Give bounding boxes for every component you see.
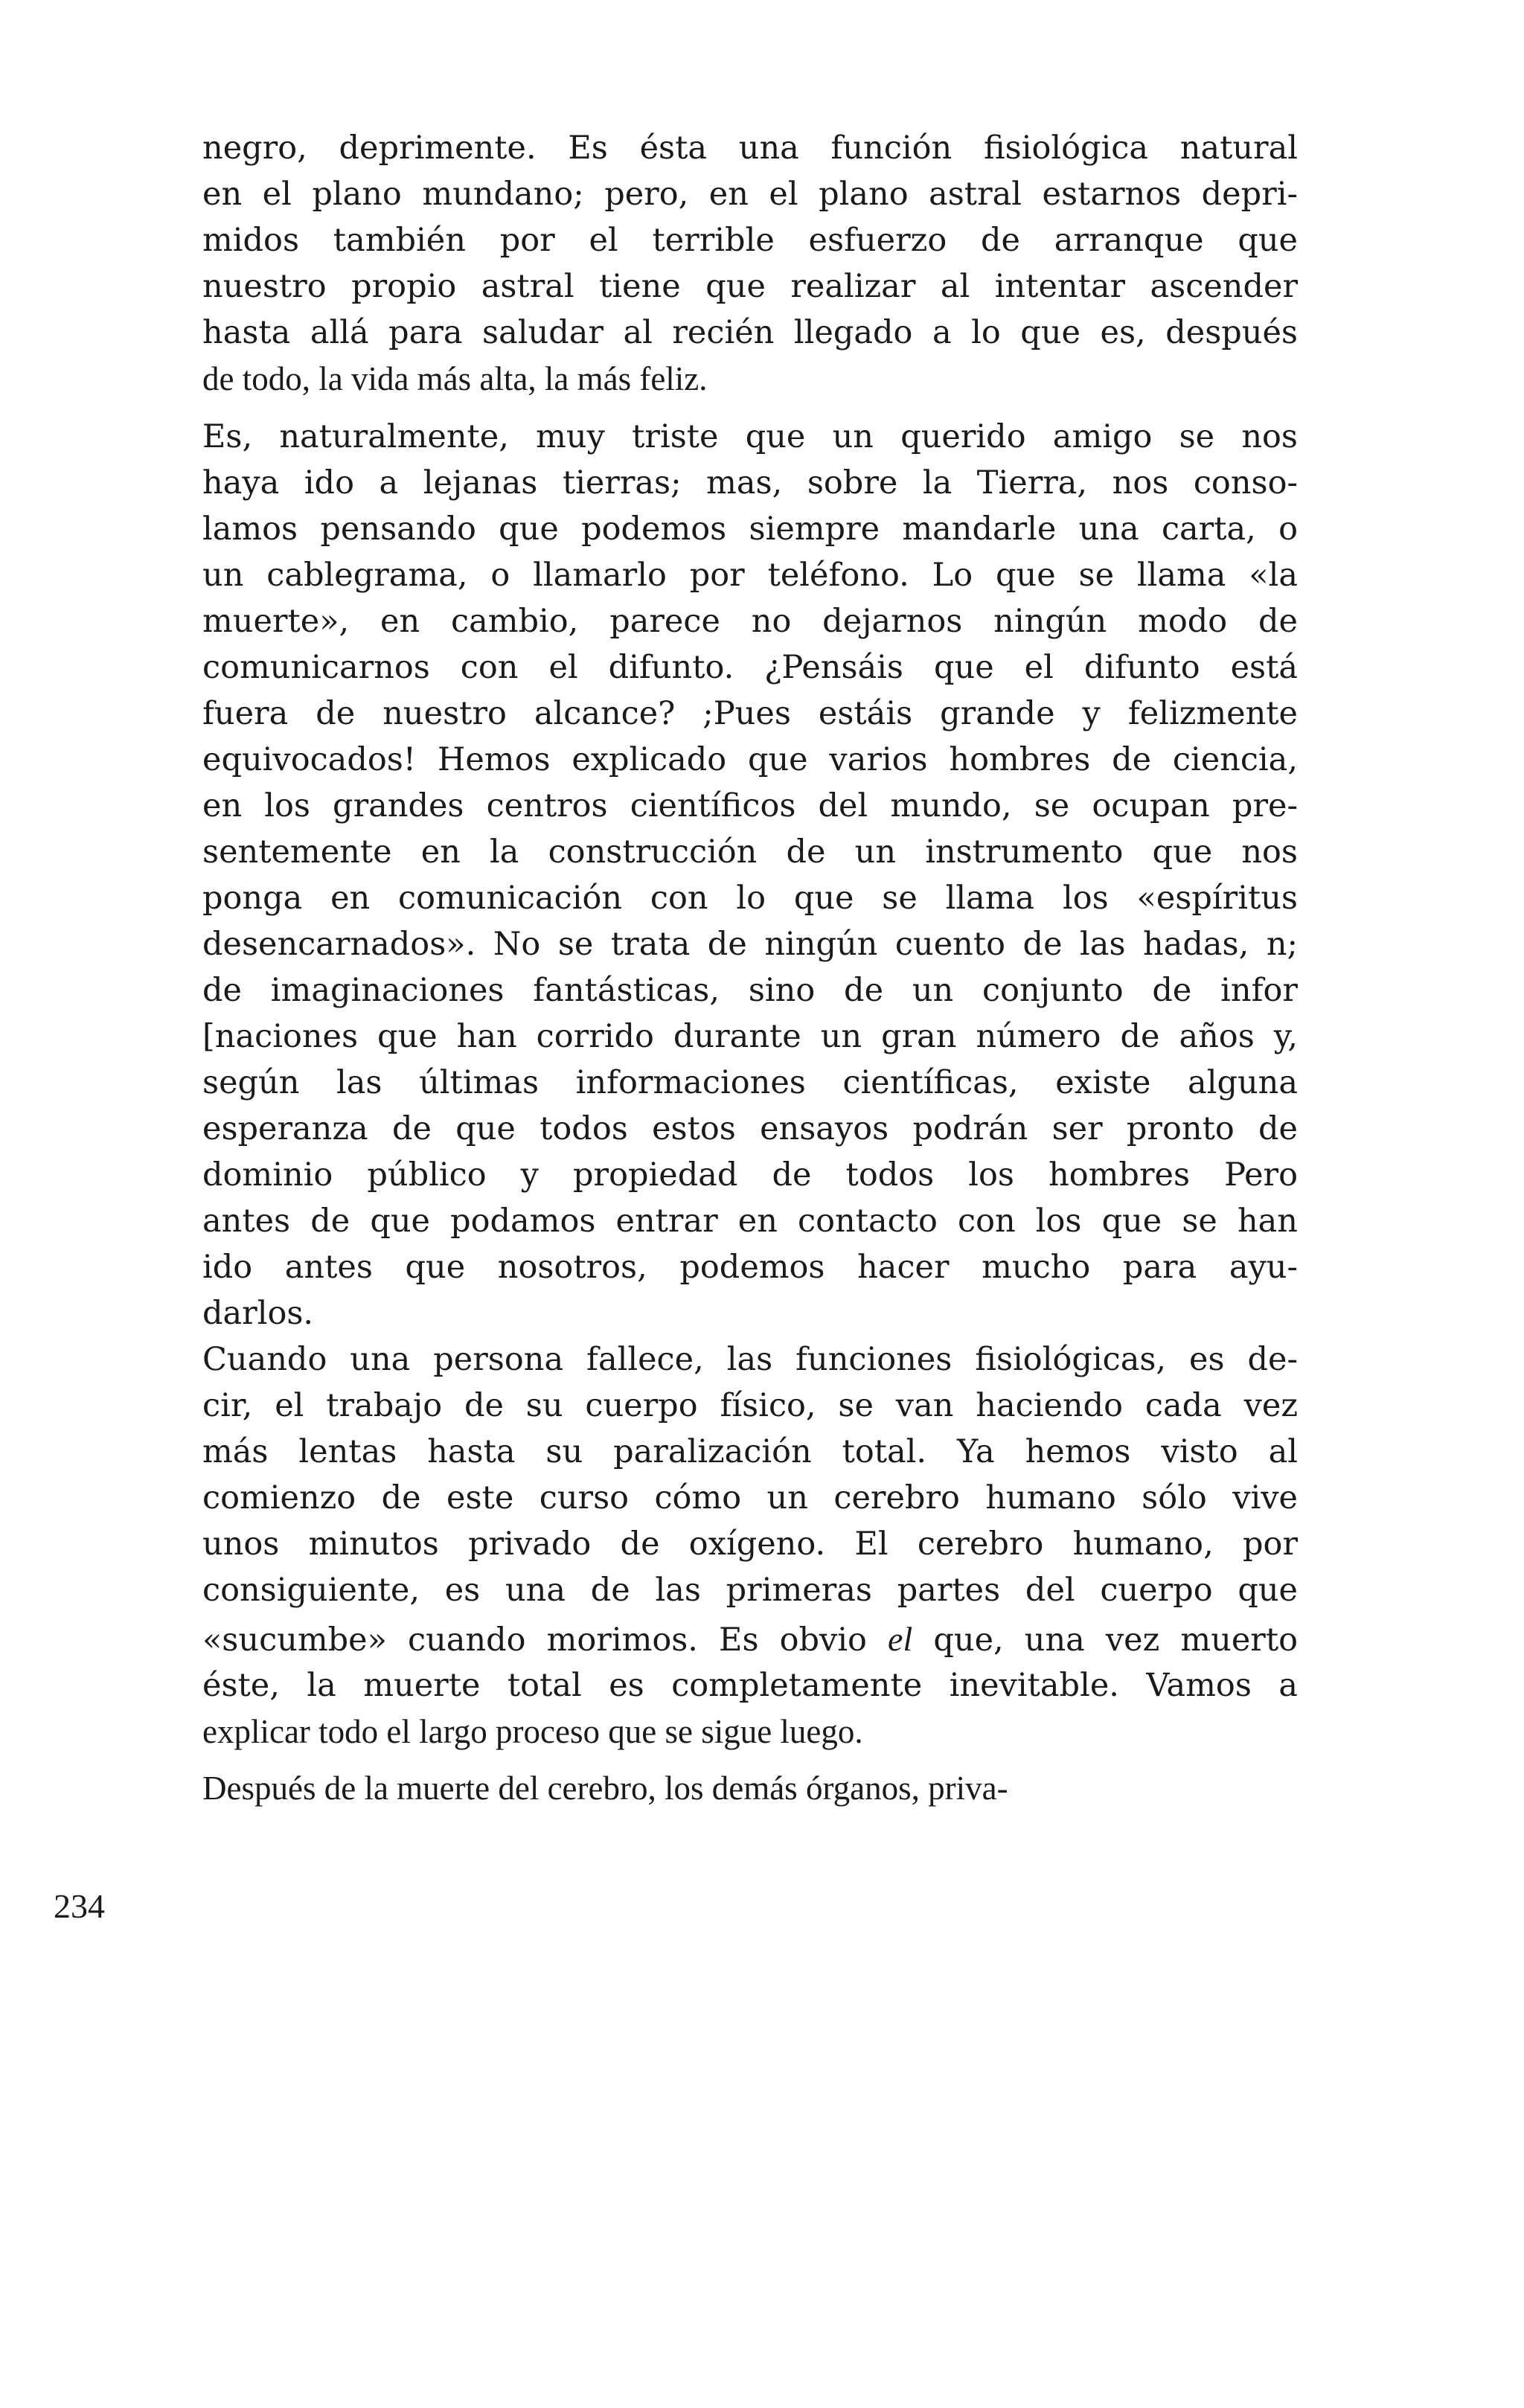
text-line: unos minutos privado de oxígeno. El cerebro humano, por (202, 1525, 1298, 1563)
text-line: de imaginaciones fantásticas, sino de un conjunto de infor (202, 972, 1298, 1009)
text-line: midos también por el terrible esfuerzo de arranque que (202, 222, 1298, 259)
text-line: de todo, la vida más alta, la más feliz. (202, 360, 708, 397)
text-line: en el plano mundano; pero, en el plano astral estarnos depri- (202, 176, 1298, 213)
text-segment: «sucumbe» cuando morimos. Es obvio (202, 1621, 867, 1659)
italic-word: el (888, 1620, 913, 1658)
text-line: explicar todo el largo proceso que se sigue luego. (202, 1713, 863, 1750)
text-line: un cablegrama, o llamarlo por teléfono. Lo que se llama «la (202, 557, 1298, 594)
text-line: darlos. (202, 1295, 314, 1332)
text-line: sentemente en la construcción de un instrumento que nos (202, 833, 1298, 871)
text-line: Después de la muerte del cerebro, los demás órganos, priva- (202, 1770, 1008, 1807)
text-line: antes de que podamos entrar en contacto con los que se han (202, 1203, 1298, 1240)
text-line: consiguiente, es una de las primeras partes del cuerpo que (202, 1572, 1298, 1609)
text-line: más lentas hasta su paralización total. Ya hemos visto al (202, 1433, 1298, 1470)
text-line: desencarnados». No se trata de ningún cuento de las hadas, n; (202, 926, 1298, 963)
text-line: esperanza de que todos estos ensayos podrán ser pronto de (202, 1110, 1298, 1147)
text-segment: que, una vez muerto (933, 1621, 1298, 1659)
text-line: en los grandes centros científicos del mundo, se ocupan pre- (202, 787, 1298, 824)
text-line: nuestro propio astral tiene que realizar al intentar ascender (202, 268, 1298, 305)
text-line: cir, el trabajo de su cuerpo físico, se van haciendo cada vez (202, 1387, 1298, 1424)
text-line: ido antes que nosotros, podemos hacer mucho para ayu- (202, 1249, 1298, 1286)
text-line: equivocados! Hemos explicado que varios hombres de ciencia, (202, 741, 1298, 778)
text-line: Es, naturalmente, muy triste que un querido amigo se nos (202, 418, 1298, 455)
page-number: 234 (54, 1887, 105, 1925)
text-line: muerte», en cambio, parece no dejarnos ningún modo de (202, 603, 1298, 640)
text-line: ponga en comunicación con lo que se llama los «espíritus (202, 880, 1298, 917)
text-line: lamos pensando que podemos siempre mandarle una carta, o (202, 510, 1298, 548)
text-line: éste, la muerte total es completamente inevitable. Vamos a (202, 1667, 1298, 1704)
text-line: comienzo de este curso cómo un cerebro humano sólo vive (202, 1479, 1298, 1517)
text-line (202, 1616, 1298, 1662)
text-line: hasta allá para saludar al recién llegado a lo que es, después (202, 314, 1298, 351)
text-line: fuera de nuestro alcance? ;Pues estáis grande y felizmente (202, 695, 1298, 732)
text-line: según las últimas informaciones científicas, existe alguna (202, 1064, 1298, 1101)
text-line: Cuando una persona fallece, las funciones fisiológicas, es de- (202, 1341, 1298, 1378)
text-line: negro, deprimente. Es ésta una función fisiológica natural (202, 129, 1298, 167)
text-line: haya ido a lejanas tierras; mas, sobre la Tierra, nos conso- (202, 464, 1298, 502)
text-line: dominio público y propiedad de todos los hombres Pero (202, 1156, 1298, 1194)
text-line: comunicarnos con el difunto. ¿Pensáis que el difunto está (202, 649, 1298, 686)
text-line: [naciones que han corrido durante un gran número de años y, (202, 1018, 1298, 1055)
